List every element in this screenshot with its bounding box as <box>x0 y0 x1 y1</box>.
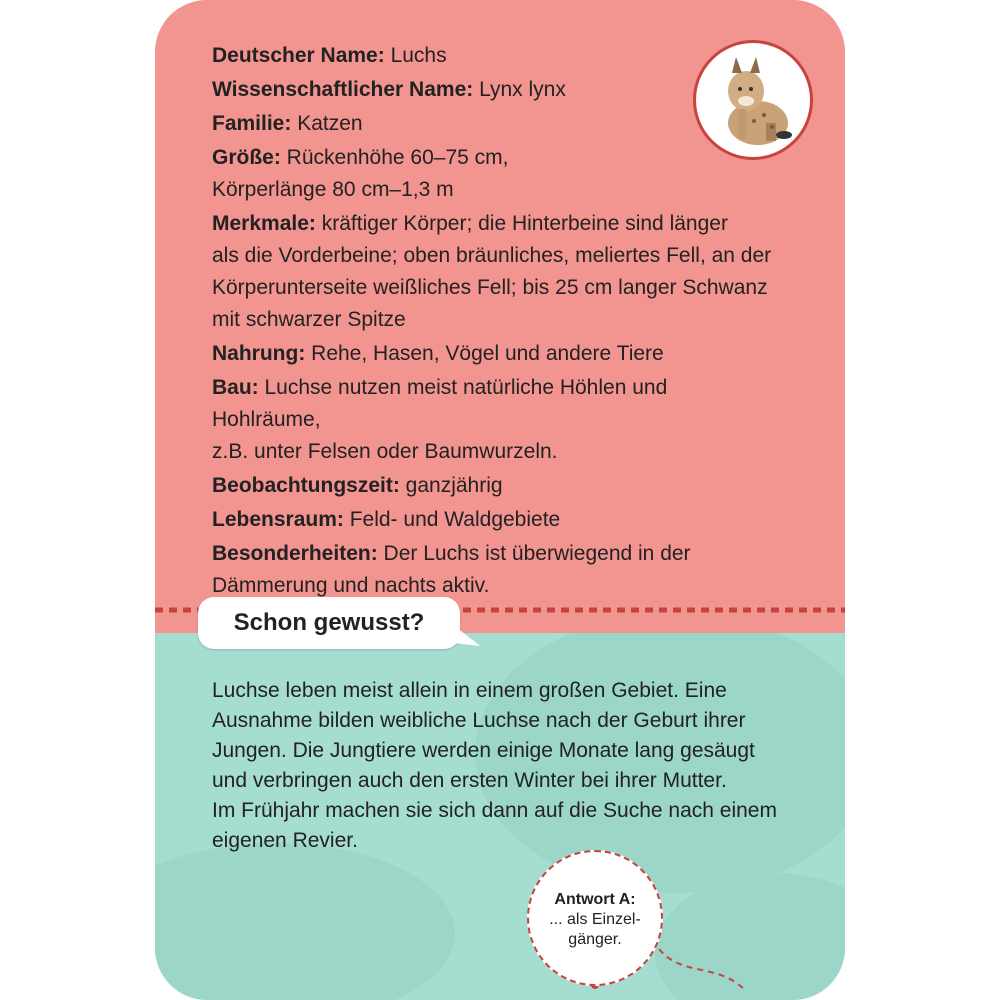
fact-row <box>212 338 772 370</box>
fact-label: Nahrung: <box>212 342 306 365</box>
answer-line-2: gänger. <box>568 931 622 948</box>
paragraph-line: Luchse leben meist allein in einem großen Gebiet. Eine <box>212 679 727 702</box>
fact-label: Deutscher Name: <box>212 44 385 67</box>
fact-label: Merkmale: <box>212 212 316 235</box>
answer-circle <box>527 850 663 986</box>
paragraph-line: Im Frühjahr machen sie sich dann auf die Suche nach einem <box>212 799 777 822</box>
facts-list <box>212 40 772 604</box>
fact-value: Rückenhöhe 60–75 cm, <box>280 146 509 169</box>
fact-paragraph <box>212 676 802 856</box>
fact-row <box>212 108 772 140</box>
fact-value-continued: Körperlänge 80 cm–1,3 m <box>212 178 454 201</box>
fact-value: Luchs <box>384 44 447 67</box>
fact-label: Größe: <box>212 146 281 169</box>
answer-title: Antwort A: <box>554 891 636 908</box>
paragraph-line: Ausnahme bilden weibliche Luchse nach der Geburt ihrer <box>212 709 746 732</box>
fact-value-continued: Dämmerung und nachts aktiv. <box>212 574 490 597</box>
fact-value-continued: Körperunterseite weißliches Fell; bis 25 cm langer Schwanz <box>212 276 768 299</box>
fact-label: Lebensraum: <box>212 508 344 531</box>
fact-value: Lynx lynx <box>473 78 566 101</box>
fact-value-continued: als die Vorderbeine; oben bräunliches, meliertes Fell, an der <box>212 244 772 267</box>
fact-label: Wissenschaftlicher Name: <box>212 78 474 101</box>
paragraph-line: Jungen. Die Jungtiere werden einige Monate lang gesäugt <box>212 739 755 762</box>
answer-line-1: ... als Einzel- <box>549 911 641 928</box>
bubble-title: Schon gewusst? <box>233 609 425 636</box>
fact-value: Luchse nutzen meist natürliche Höhlen und Hohlräume, <box>212 376 668 431</box>
fact-value-continued: z.B. unter Felsen oder Baumwurzeln. <box>212 440 558 463</box>
fact-label: Bau: <box>212 376 259 399</box>
fact-row <box>212 538 772 602</box>
fact-row <box>212 208 772 336</box>
fact-row <box>212 40 772 72</box>
fact-value: Der Luchs ist überwiegend in der <box>377 542 691 565</box>
speech-bubble <box>198 597 460 649</box>
paragraph-line: eigenen Revier. <box>212 829 358 852</box>
fact-label: Beobachtungszeit: <box>212 474 400 497</box>
fact-row <box>212 372 772 468</box>
fact-label: Familie: <box>212 112 292 135</box>
fact-value: Rehe, Hasen, Vögel und andere Tiere <box>305 342 664 365</box>
fact-row <box>212 74 772 106</box>
fact-value: Katzen <box>291 112 363 135</box>
fact-value-continued: mit schwarzer Spitze <box>212 308 406 331</box>
fact-value: Feld- und Waldgebiete <box>343 508 561 531</box>
paragraph-line: und verbringen auch den ersten Winter bei ihrer Mutter. <box>212 769 727 792</box>
fact-value: ganzjährig <box>399 474 503 497</box>
fact-row <box>212 142 772 206</box>
lynx-icon <box>696 43 810 157</box>
lynx-image <box>693 40 813 160</box>
species-card <box>155 0 845 1000</box>
fact-label: Besonderheiten: <box>212 542 378 565</box>
fact-value: kräftiger Körper; die Hinterbeine sind länger <box>315 212 728 235</box>
fact-row <box>212 470 772 502</box>
fact-row <box>212 504 772 536</box>
